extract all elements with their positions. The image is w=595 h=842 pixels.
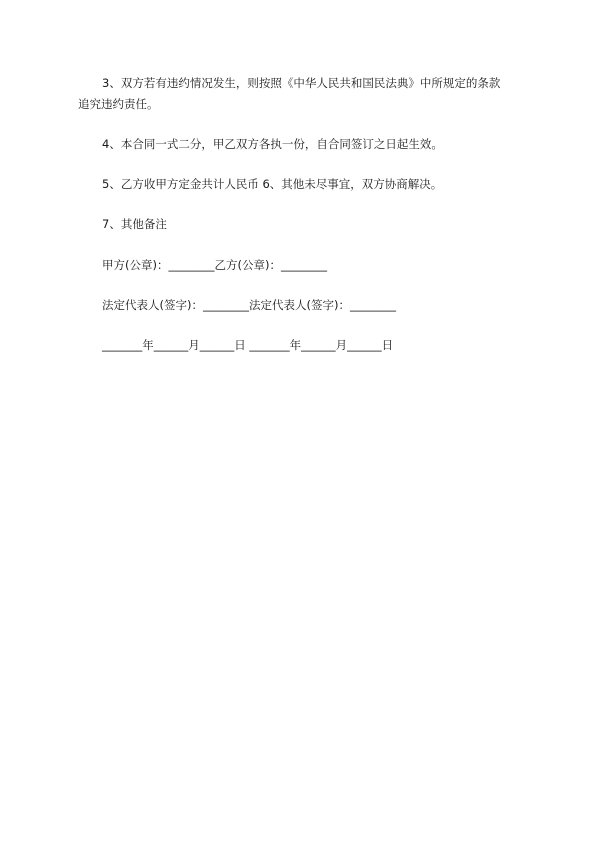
representative-signature-line: 法定代表人(签字)：________法定代表人(签字)：________ (102, 298, 396, 312)
clause-5: 5、乙方收甲方定金共计人民币 6、其他未尽事宜，双方协商解决。 (102, 177, 443, 191)
clause-4: 4、本合同一式二分，甲乙双方各执一份，自合同签订之日起生效。 (102, 137, 443, 151)
clause-7: 7、其他备注 (102, 217, 167, 231)
clause-3 (78, 73, 518, 115)
clause-3-line-1: 3、双方若有违约情况发生，则按照《中华人民共和国民法典》中所规定的条款 (102, 76, 501, 90)
date-line: _______年______月______日 _______年______月______日 (102, 338, 394, 352)
clause-3-line-2: 追究违约责任。 (78, 97, 159, 111)
seal-signature-line: 甲方(公章)：________乙方(公章)：________ (102, 258, 327, 272)
